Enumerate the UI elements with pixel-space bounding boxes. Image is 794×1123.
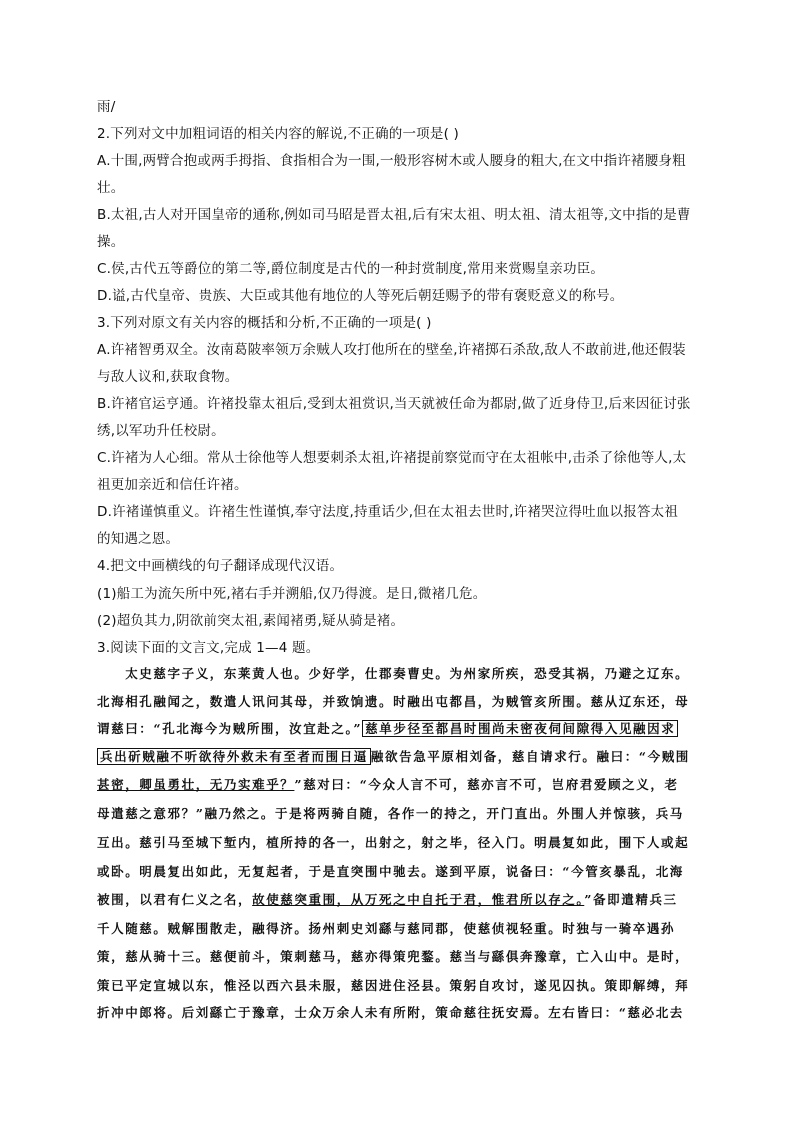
text-line: 绣,以军功升任校尉。 — [97, 423, 225, 439]
passage-line — [97, 949, 717, 965]
text-span: 北海相孔融闻之，数遣人讯问其母，并致饷遗。时融出屯都昌，为贼管亥所围。慈从辽东还，母 — [97, 694, 690, 709]
text-span: 千人随慈。贼解围散走，融得济。扬州刺史刘繇与慈同郡，使慈侦视轻重。时独与一骑卒遇孙 — [97, 921, 676, 936]
text-line: D.许褚谨慎重义。许褚生性谨慎,奉守法度,持重话少,但在太祖去世时,许褚哭泣得吐血以报答太祖 — [97, 504, 679, 520]
passage-line — [97, 978, 717, 994]
text-line: 的知遇之恩。 — [97, 531, 180, 547]
text-line: C.许褚为人心细。常从士徐他等人想要刺杀太祖,许褚提前察觉而守在太祖帐中,击杀了徐他等人,太 — [97, 450, 687, 466]
text-line: 3.下列对原文有关内容的概括和分析,不正确的一项是( ) — [97, 315, 432, 331]
text-line: 操。 — [97, 234, 125, 250]
text-line: 祖更加亲近和信任许褚。 — [97, 477, 248, 493]
text-line: B.许褚官运亨通。许褚投靠太祖后,受到太祖赏识,当天就被任命为都尉,做了近身侍卫,后来因征讨张 — [97, 396, 691, 412]
text-span: 母遣慈之意邪？”融乃然之。于是将两骑自随，各作一的持之，开门直出。外围人并惊骇，兵马 — [97, 806, 684, 821]
text-line: D.谥,古代皇帝、贵族、大臣或其他有地位的人等死后朝廷赐予的带有褒贬意义的称号。 — [97, 288, 624, 304]
text-line: A.许褚智勇双全。汝南葛陂率领万余贼人攻打他所在的壁垒,许褚掷石杀敌,敌人不敢前进,他还假装 — [97, 342, 686, 358]
passage-line — [97, 806, 717, 822]
passage-line — [97, 777, 717, 793]
underlined-sentence: 甚密，卿虽勇壮，无乃实难乎？ — [97, 777, 295, 792]
text-span: 折冲中郎将。后刘繇亡于豫章，士众万余人未有所附，策命慈往抚安焉。左右皆曰：“慈必北去 — [97, 1005, 684, 1020]
text-line: 壮。 — [97, 180, 125, 196]
passage-line — [97, 892, 717, 908]
text-span: 策已平定宣城以东，惟泾以西六县未服，慈因进住泾县。策躬自攻讨，遂见囚执。策即解缚，拜 — [97, 978, 690, 993]
text-span: ”慈对曰：“今众人言不可，慈亦言不可，岂府君爱顾之义，老 — [294, 777, 679, 792]
text-line: B.太祖,古人对开国皇帝的通称,例如司马昭是晋太祖,后有宋太祖、明太祖、清太祖等,文中指的是曹 — [97, 207, 691, 223]
text-line: A.十围,两臂合抱或两手拇指、食指相合为一围,一般形容树木或人腰身的粗大,在文中指许褚腰身粗 — [97, 153, 686, 169]
text-span: 策，慈从骑十三。慈便前斗，策刺慈马，慈亦得策兜鍪。慈当与繇俱奔豫章，亡入山中。是时， — [97, 949, 690, 964]
text-line: 雨/ — [97, 99, 116, 115]
passage-line — [97, 921, 717, 937]
underlined-sentence: 故使慈突重围，从万死之中自托于君，惟君所以存之。 — [252, 892, 585, 907]
passage-line — [97, 721, 717, 737]
passage-line — [97, 749, 717, 765]
text-span: 互出。慈引马至城下堑内，植所持的各一，出射之，射之毕，径入门。明晨复如此，围下人或起 — [97, 835, 690, 850]
text-span: 融欲告急平原相刘备，慈自请求行。融曰：“今贼围 — [370, 749, 690, 764]
boxed-sentence: 兵出斫贼融不听欲待外救未有至者而围日逼 — [97, 748, 371, 765]
passage-line — [97, 1005, 717, 1021]
text-line: (1)船工为流矢所中死,褚右手并溯船,仅乃得渡。是日,微褚几危。 — [97, 586, 487, 602]
text-span: 谓慈曰：“孔北海今为贼所围，汝宜赴之。” — [97, 721, 363, 736]
passage-line — [97, 666, 717, 682]
passage-line — [97, 864, 717, 880]
text-line: (2)超负其力,阴欲前突太祖,素闻褚勇,疑从骑是褚。 — [97, 613, 405, 629]
text-line: C.侯,古代五等爵位的第二等,爵位制度是古代的一种封赏制度,常用来赏赐皇亲功臣。 — [97, 261, 605, 277]
passage-line — [97, 835, 717, 851]
boxed-sentence: 慈单步径至都昌时围尚未密夜伺间隙得入见融因求 — [362, 720, 678, 737]
text-span: ”备即遣精兵三 — [584, 892, 678, 907]
text-line: 2.下列对文中加粗词语的相关内容的解说,不正确的一项是( ) — [97, 126, 459, 142]
passage-line — [97, 694, 717, 710]
text-line: 4.把文中画横线的句子翻译成现代汉语。 — [97, 558, 344, 574]
text-line: 3.阅读下面的文言文,完成 1—4 题。 — [97, 640, 320, 656]
text-line: 与敌人议和,获取食物。 — [97, 369, 239, 385]
text-span: 或卧。明晨复出如此，无复起者，于是直突围中驰去。遂到平原，说备曰：“今管亥暴乱，北海 — [97, 864, 684, 879]
text-span: 太史慈字子义，东莱黄人也。少好学，仕郡奏曹史。为州家所疾，恐受其祸，乃避之辽东。 — [97, 666, 690, 681]
text-span: 被围，以君有仁义之名， — [97, 892, 253, 907]
